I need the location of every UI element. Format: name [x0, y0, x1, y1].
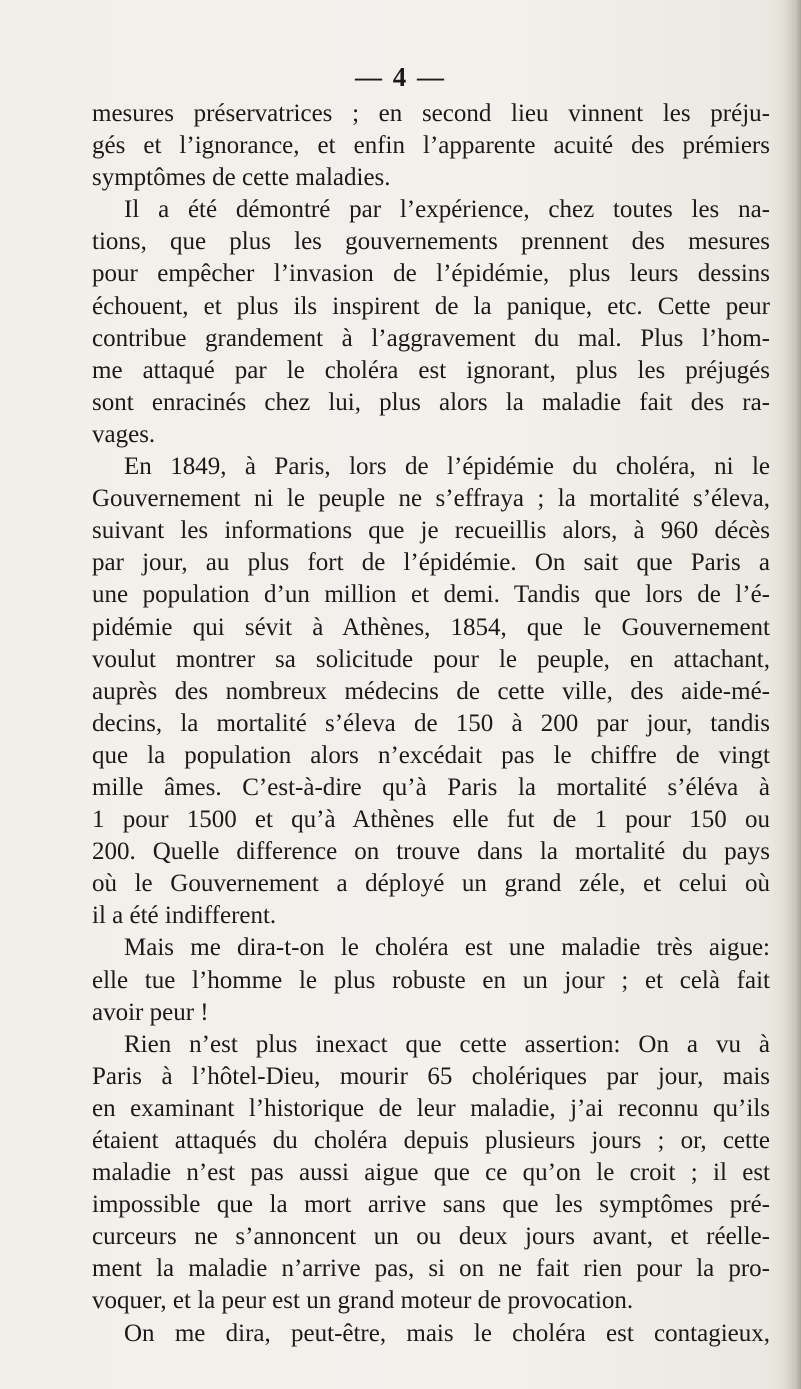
text-line: pidémie qui sévit à Athènes, 1854, que le Gouvernement [92, 613, 770, 641]
text-line: mille âmes. C’est-à-dire qu’à Paris la mortalité s’éléva à [92, 773, 770, 801]
text-line: 1 pour 1500 et qu’à Athènes elle fut de 1 pour 150 ou [92, 806, 770, 834]
text-line: Mais me dira-t-on le choléra est une maladie très aigue: [124, 934, 770, 962]
text-line: voquer, et la peur est un grand moteur de provocation. [92, 1287, 634, 1315]
text-line: decins, la mortalité s’éleva de 150 à 200 par jour, tandis [92, 709, 770, 737]
text-line: échouent, et plus ils inspirent de la panique, etc. Cette peur [92, 292, 770, 320]
text-line: elle tue l’homme le plus robuste en un jour ; et celà fait [92, 966, 770, 994]
text-line: mesures préservatrices ; en second lieu vinnent les préju- [92, 100, 770, 127]
text-line: une population d’un million et demi. Tandis que lors de l’é- [92, 581, 770, 609]
text-line: Paris à l’hôtel-Dieu, mourir 65 cholériques par jour, mais [92, 1062, 770, 1090]
page-edge-shadow [783, 0, 801, 1389]
text-line: me attaqué par le choléra est ignorant, plus les préjugés [92, 356, 770, 384]
text-line: vages. [92, 420, 156, 448]
text-line: voulut montrer sa solicitude pour le peuple, en attachant, [92, 645, 770, 673]
body-text [92, 98, 770, 1350]
text-line: maladie n’est pas aussi aigue que ce qu’on le croit ; il est [92, 1159, 770, 1187]
text-line: avoir peur ! [92, 998, 209, 1026]
text-line: que la population alors n’excédait pas le chiffre de vingt [92, 741, 770, 769]
text-line: contribue grandement à l’aggravement du mal. Plus l’hom- [92, 324, 770, 352]
text-line: impossible que la mort arrive sans que les symptômes pré- [92, 1191, 770, 1219]
text-line: pour empêcher l’invasion de l’épidémie, plus leurs dessins [92, 260, 770, 288]
text-line: auprès des nombreux médecins de cette ville, des aide-mé- [92, 677, 770, 705]
text-line: ment la maladie n’arrive pas, si on ne fait rien pour la pro- [92, 1255, 770, 1283]
text-line: il a été indifferent. [92, 902, 277, 930]
text-line: Gouvernement ni le peuple ne s’effraya ; la mortalité s’éleva, [92, 485, 770, 513]
text-line: curceurs ne s’annoncent un ou deux jours avant, et réelle- [92, 1223, 770, 1251]
text-line: suivant les informations que je recueillis alors, à 960 décès [92, 517, 770, 545]
text-line: en examinant l’historique de leur maladie, j’ai reconnu qu’ils [92, 1094, 770, 1122]
text-line: 200. Quelle difference on trouve dans la mortalité du pays [92, 838, 770, 866]
text-line: En 1849, à Paris, lors de l’épidémie du choléra, ni le [124, 453, 770, 481]
text-line: tions, que plus les gouvernements prennent des mesures [92, 228, 770, 256]
text-line: sont enracinés chez lui, plus alors la maladie fait des ra- [92, 388, 770, 416]
text-line: Il a été démontré par l’expérience, chez toutes les na- [124, 196, 770, 224]
text-line: étaient attaqués du choléra depuis plusieurs jours ; or, cette [92, 1127, 770, 1154]
text-line: symptômes de cette maladies. [92, 164, 391, 192]
page-number: — 4 — [355, 62, 446, 92]
text-line: où le Gouvernement a déployé un grand zéle, et celui où [92, 870, 770, 898]
text-line: On me dira, peut-être, mais le choléra est contagieux, [124, 1319, 770, 1347]
text-line: Rien n’est plus inexact que cette assertion: On a vu à [124, 1030, 770, 1058]
text-line: gés et l’ignorance, et enfin l’apparente acuité des prémiers [92, 132, 770, 160]
text-line: par jour, au plus fort de l’épidémie. On sait que Paris a [92, 549, 770, 577]
